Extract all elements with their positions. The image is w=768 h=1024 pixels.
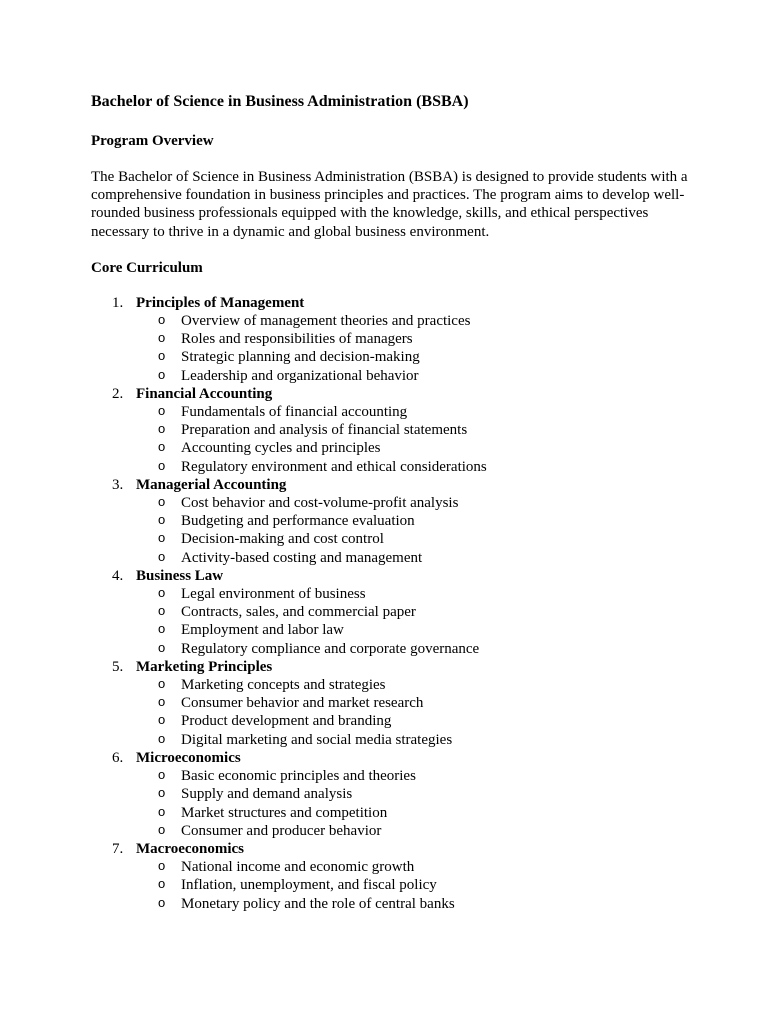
hollow-circle-bullet-icon: o: [158, 767, 166, 783]
topic-item: [136, 694, 691, 712]
course-number: 2.: [112, 385, 124, 402]
course-item: [91, 840, 691, 913]
topic-item: [136, 512, 691, 530]
course-number: 4.: [112, 567, 124, 584]
hollow-circle-bullet-icon: o: [158, 312, 166, 328]
topic-item: [136, 439, 691, 457]
course-item: [91, 567, 691, 658]
topic-text: Strategic planning and decision-making: [181, 349, 420, 366]
topic-text: Regulatory environment and ethical considerations: [181, 458, 487, 475]
topic-list: [136, 767, 691, 840]
topic-text: Preparation and analysis of financial statements: [181, 422, 468, 439]
topic-item: [136, 621, 691, 639]
course-item: [91, 749, 691, 840]
topic-list: [136, 676, 691, 749]
course-name: Business Law: [136, 567, 224, 584]
core-curriculum-heading: Core Curriculum: [91, 259, 203, 276]
course-name: Marketing Principles: [136, 658, 273, 675]
topic-text: National income and economic growth: [181, 859, 415, 876]
topic-item: [136, 804, 691, 822]
topic-item: [136, 822, 691, 840]
course-name: Principles of Management: [136, 294, 305, 311]
topic-text: Marketing concepts and strategies: [181, 677, 386, 694]
course-item: [91, 294, 691, 385]
topic-text: Digital marketing and social media strategies: [181, 731, 453, 748]
topic-item: [136, 876, 691, 894]
course-name: Microeconomics: [136, 749, 241, 766]
topic-text: Market structures and competition: [181, 804, 388, 821]
topic-text: Overview of management theories and practices: [181, 313, 471, 330]
hollow-circle-bullet-icon: o: [158, 530, 166, 546]
topic-list: [136, 585, 691, 658]
topic-item: [136, 403, 691, 421]
hollow-circle-bullet-icon: o: [158, 403, 166, 419]
topic-text: Budgeting and performance evaluation: [181, 513, 415, 530]
hollow-circle-bullet-icon: o: [158, 894, 166, 910]
course-name: Financial Accounting: [136, 385, 273, 402]
topic-text: Consumer behavior and market research: [181, 695, 424, 712]
topic-list: [136, 494, 691, 567]
hollow-circle-bullet-icon: o: [158, 785, 166, 801]
topic-item: [136, 712, 691, 730]
hollow-circle-bullet-icon: o: [158, 366, 166, 382]
topic-text: Roles and responsibilities of managers: [181, 331, 413, 348]
course-name: Managerial Accounting: [136, 476, 287, 493]
hollow-circle-bullet-icon: o: [158, 603, 166, 619]
course-number: 3.: [112, 476, 124, 493]
document-title: Bachelor of Science in Business Administration (BSBA): [91, 93, 469, 110]
topic-item: [136, 603, 691, 621]
topic-item: [136, 348, 691, 366]
course-number: 7.: [112, 840, 124, 857]
topic-text: Activity-based costing and management: [181, 549, 423, 566]
topic-item: [136, 731, 691, 749]
course-number: 5.: [112, 658, 124, 675]
hollow-circle-bullet-icon: o: [158, 821, 166, 837]
topic-item: [136, 676, 691, 694]
topic-item: [136, 785, 691, 803]
course-list: [91, 294, 691, 913]
document-page: [91, 92, 691, 913]
topic-text: Decision-making and cost control: [181, 531, 384, 548]
hollow-circle-bullet-icon: o: [158, 457, 166, 473]
topic-item: [136, 530, 691, 548]
topic-item: [136, 458, 691, 476]
hollow-circle-bullet-icon: o: [158, 512, 166, 528]
hollow-circle-bullet-icon: o: [158, 639, 166, 655]
course-item: [91, 476, 691, 567]
topic-item: [136, 640, 691, 658]
course-number: 1.: [112, 294, 124, 311]
hollow-circle-bullet-icon: o: [158, 621, 166, 637]
topic-item: [136, 858, 691, 876]
topic-text: Inflation, unemployment, and fiscal policy: [181, 877, 437, 894]
topic-item: [136, 585, 691, 603]
topic-text: Cost behavior and cost-volume-profit analysis: [181, 495, 459, 512]
topic-item: [136, 767, 691, 785]
hollow-circle-bullet-icon: o: [158, 858, 166, 874]
hollow-circle-bullet-icon: o: [158, 585, 166, 601]
topic-text: Monetary policy and the role of central banks: [181, 895, 455, 912]
topic-text: Leadership and organizational behavior: [181, 367, 419, 384]
topic-item: [136, 549, 691, 567]
hollow-circle-bullet-icon: o: [158, 712, 166, 728]
hollow-circle-bullet-icon: o: [158, 439, 166, 455]
hollow-circle-bullet-icon: o: [158, 676, 166, 692]
topic-item: [136, 494, 691, 512]
hollow-circle-bullet-icon: o: [158, 421, 166, 437]
topic-list: [136, 312, 691, 385]
topic-text: Consumer and producer behavior: [181, 822, 382, 839]
hollow-circle-bullet-icon: o: [158, 694, 166, 710]
hollow-circle-bullet-icon: o: [158, 876, 166, 892]
hollow-circle-bullet-icon: o: [158, 803, 166, 819]
topic-text: Fundamentals of financial accounting: [181, 404, 408, 421]
topic-item: [136, 330, 691, 348]
course-item: [91, 658, 691, 749]
hollow-circle-bullet-icon: o: [158, 330, 166, 346]
topic-item: [136, 367, 691, 385]
program-overview-paragraph: The Bachelor of Science in Business Administration (BSBA) is designed to provide students with a comprehensive foundation in business principles and practices. The program aims to develop well-rounded business professionals equipped with the knowledge, skills, and ethical perspectives necessary to thrive in a dynamic and global business environment.: [91, 169, 688, 240]
hollow-circle-bullet-icon: o: [158, 494, 166, 510]
topic-text: Accounting cycles and principles: [181, 440, 381, 457]
topic-text: Employment and labor law: [181, 622, 344, 639]
topic-item: [136, 421, 691, 439]
topic-text: Contracts, sales, and commercial paper: [181, 604, 416, 621]
topic-text: Legal environment of business: [181, 586, 366, 603]
topic-item: [136, 312, 691, 330]
course-name: Macroeconomics: [136, 840, 245, 857]
hollow-circle-bullet-icon: o: [158, 548, 166, 564]
course-item: [91, 385, 691, 476]
topic-list: [136, 858, 691, 913]
course-number: 6.: [112, 749, 124, 766]
hollow-circle-bullet-icon: o: [158, 348, 166, 364]
program-overview-heading: Program Overview: [91, 133, 214, 149]
topic-text: Basic economic principles and theories: [181, 768, 416, 785]
topic-text: Regulatory compliance and corporate governance: [181, 640, 480, 657]
hollow-circle-bullet-icon: o: [158, 730, 166, 746]
topic-text: Supply and demand analysis: [181, 786, 353, 803]
topic-text: Product development and branding: [181, 713, 392, 730]
topic-item: [136, 895, 691, 913]
topic-list: [136, 403, 691, 476]
